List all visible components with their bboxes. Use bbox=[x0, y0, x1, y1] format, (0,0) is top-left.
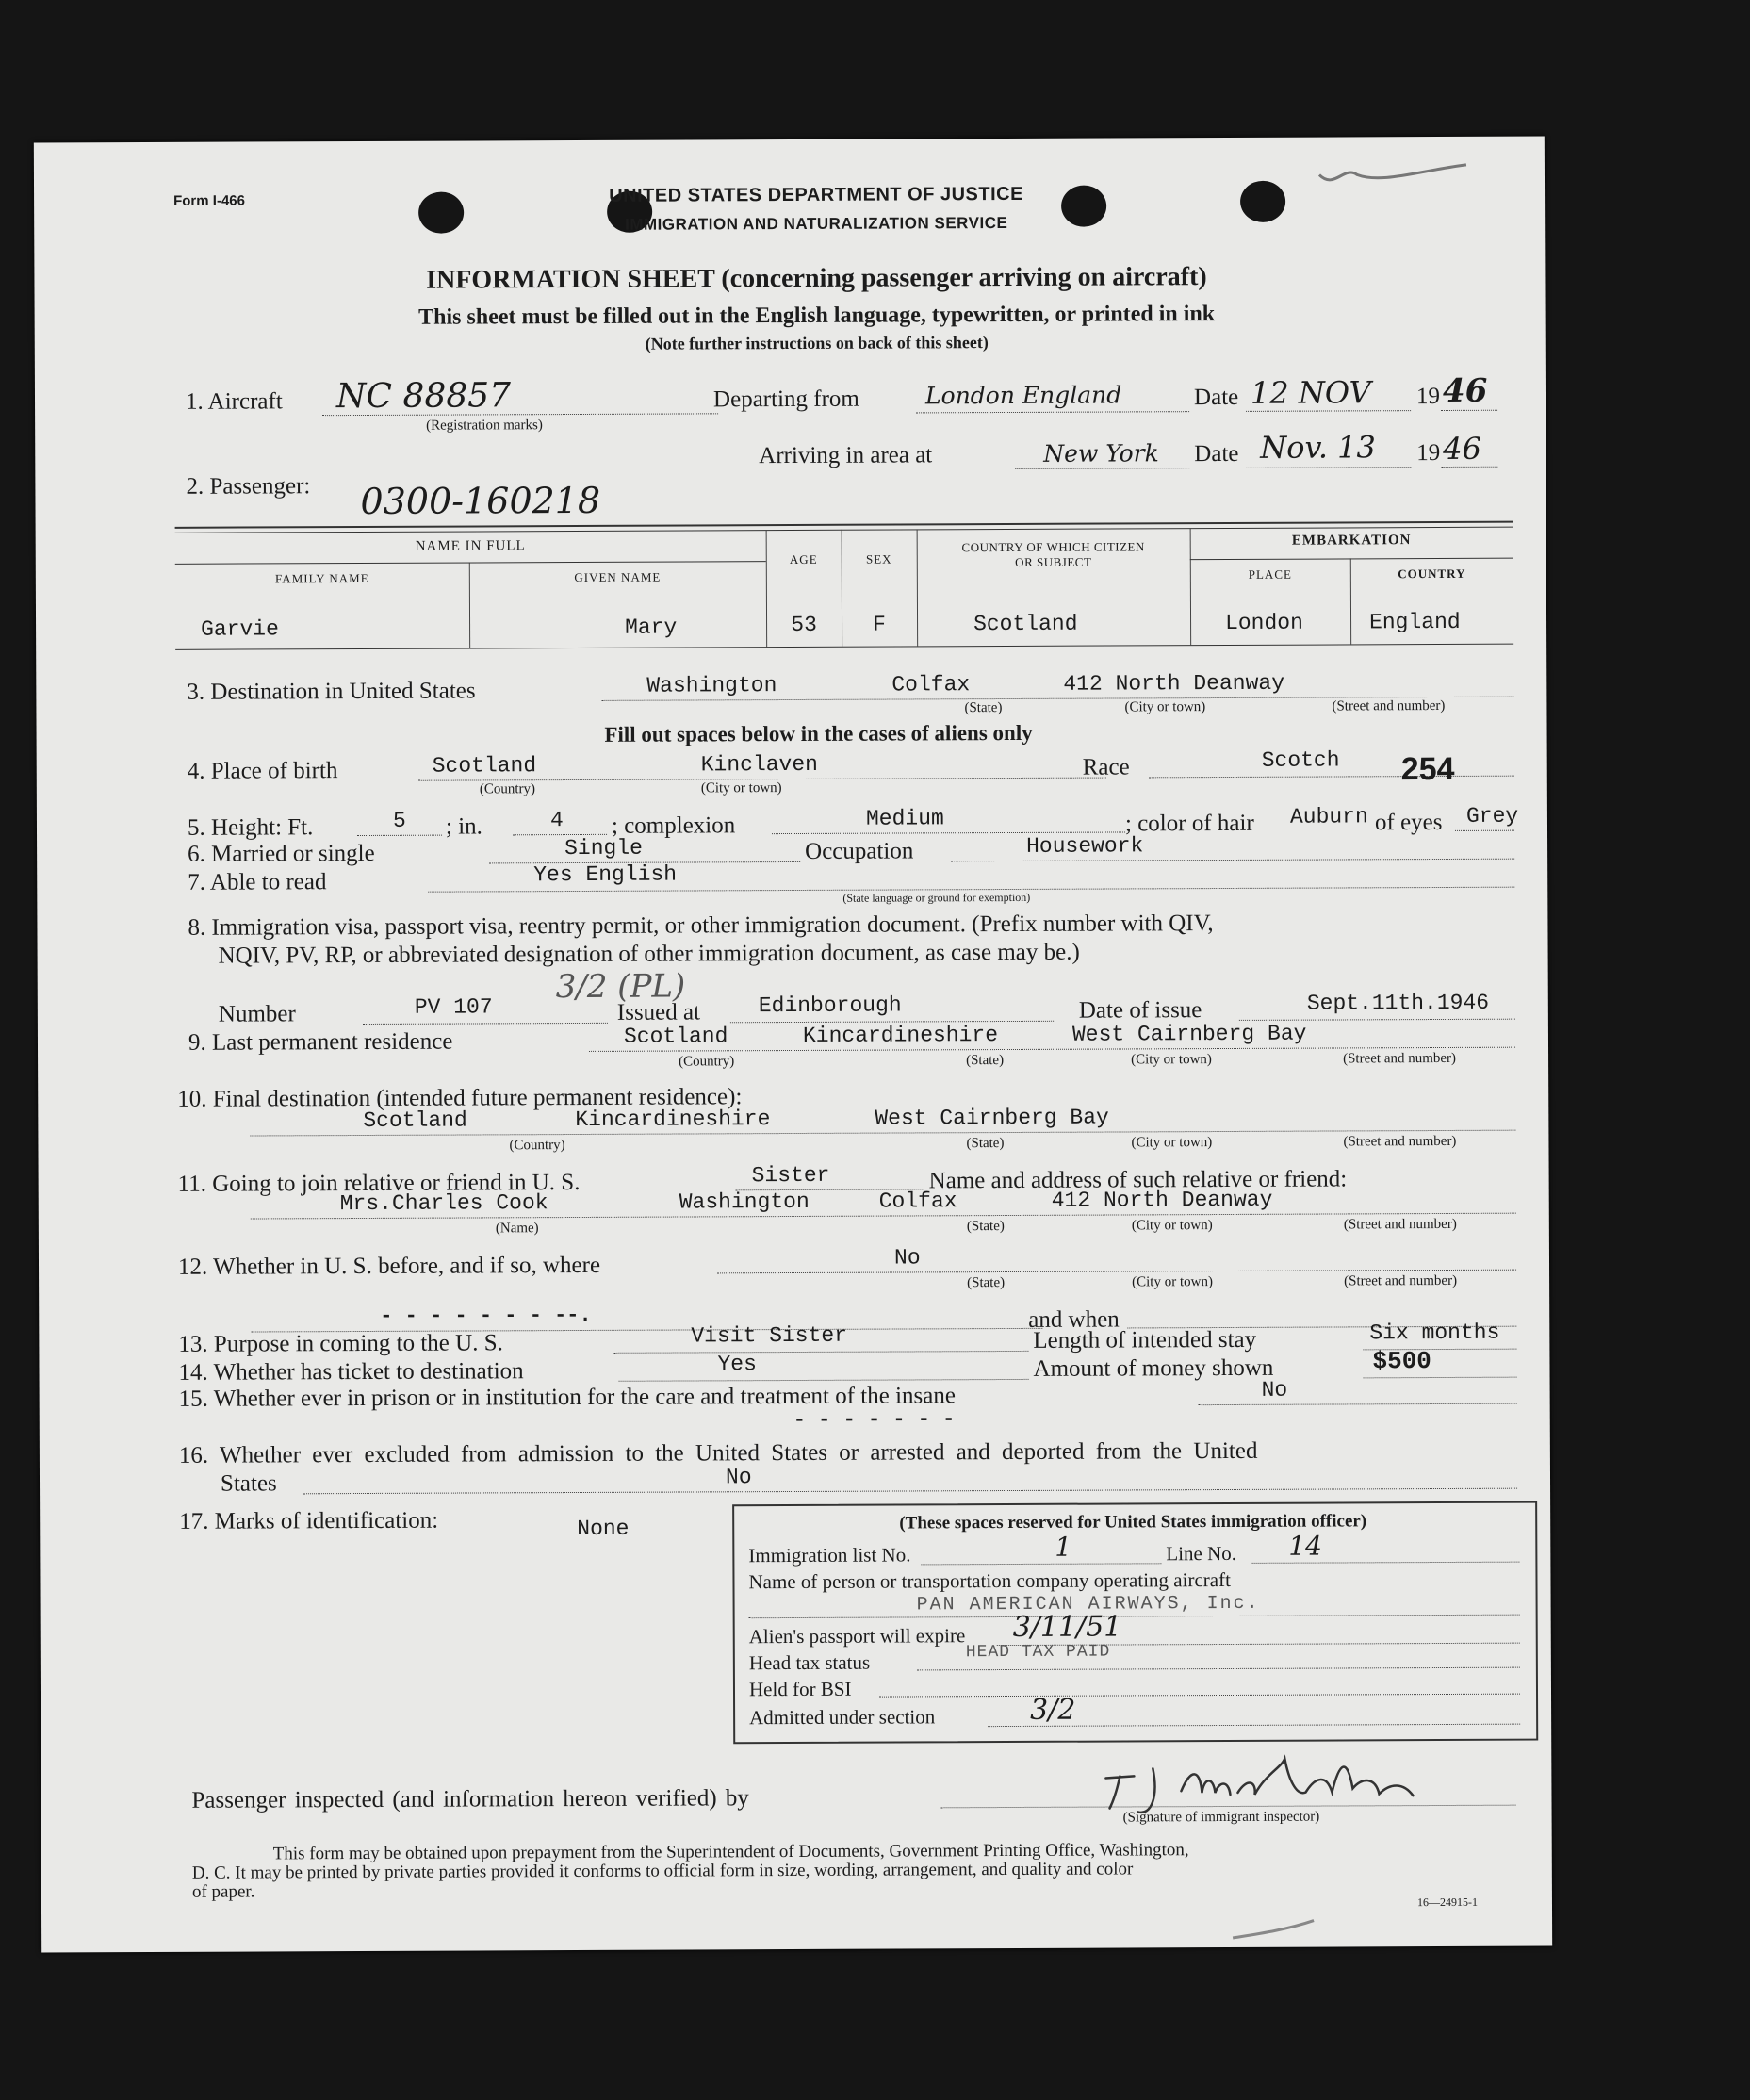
caption-final-street: (Street and number) bbox=[1343, 1133, 1457, 1150]
birth-label: 4. Place of birth bbox=[187, 758, 338, 784]
punch-hole bbox=[1240, 181, 1285, 222]
form-number: Form I-466 bbox=[173, 192, 245, 209]
race-value: Scotch bbox=[1261, 747, 1340, 773]
read-value: Yes English bbox=[533, 861, 678, 888]
header-name-in-full: NAME IN FULL bbox=[415, 538, 526, 554]
header-country-subject: OR SUBJECT bbox=[1015, 554, 1092, 569]
passenger-label: 2. Passenger: bbox=[186, 473, 311, 500]
married-value: Single bbox=[564, 835, 643, 861]
pencil-mark bbox=[1229, 1910, 1323, 1947]
header-country: COUNTRY bbox=[1398, 566, 1466, 582]
issue-date-value: Sept.11th.1946 bbox=[1306, 990, 1490, 1016]
sex-value: F bbox=[873, 612, 887, 637]
join-state-value: Washington bbox=[679, 1189, 810, 1215]
company-value: PAN AMERICAN AIRWAYS, Inc. bbox=[916, 1592, 1260, 1616]
arrival-year-prefix: 19 bbox=[1416, 439, 1441, 467]
departing-value: London England bbox=[924, 381, 1122, 410]
complexion-value: Medium bbox=[865, 806, 944, 831]
instructions-note: (Note further instructions on back of this sheet) bbox=[645, 333, 989, 353]
age-value: 53 bbox=[791, 612, 817, 638]
inspected-label: Passenger inspected (and information hereon verified) by bbox=[191, 1785, 749, 1813]
header-sex: SEX bbox=[865, 551, 892, 566]
caption-join-state: (State) bbox=[966, 1219, 1005, 1235]
registration-caption: (Registration marks) bbox=[426, 418, 543, 434]
eyes-label: of eyes bbox=[1374, 809, 1443, 836]
pencil-mark bbox=[1316, 156, 1476, 194]
occupation-value: Housework bbox=[1026, 833, 1144, 859]
prison-value: No bbox=[1261, 1377, 1288, 1403]
caption-final-city: (City or town) bbox=[1131, 1135, 1213, 1151]
list-no-value: 1 bbox=[1055, 1531, 1072, 1563]
residence-label: 9. Last permanent residence bbox=[188, 1028, 453, 1056]
caption-before-state: (State) bbox=[967, 1275, 1006, 1291]
given-name-value: Mary bbox=[625, 615, 678, 640]
height-feet-value: 5 bbox=[392, 808, 406, 833]
visa-number-value: PV 107 bbox=[414, 994, 493, 1020]
before-dashes: - - - - - - - --. bbox=[380, 1303, 592, 1328]
read-label: 7. Able to read bbox=[188, 869, 327, 895]
footer-code: 16—24915-1 bbox=[1416, 1895, 1479, 1910]
year-value: 46 bbox=[1442, 371, 1488, 410]
form-sheet bbox=[34, 137, 1552, 1953]
aircraft-label: 1. Aircraft bbox=[185, 388, 283, 415]
join-city-value: Colfax bbox=[878, 1189, 957, 1214]
marks-label: 17. Marks of identification: bbox=[179, 1507, 439, 1534]
head-tax-value: HEAD TAX PAID bbox=[965, 1642, 1111, 1663]
destination-label: 3. Destination in United States bbox=[187, 678, 476, 705]
height-inches-label: ; in. bbox=[445, 813, 482, 840]
bsi-label: Held for BSI bbox=[748, 1677, 852, 1701]
visa-handnote: 3/2 (PL) bbox=[555, 967, 686, 1007]
date-label: Date bbox=[1193, 384, 1239, 411]
passport-expire-value: 3/11/51 bbox=[1012, 1610, 1122, 1644]
ticket-value: Yes bbox=[717, 1352, 757, 1377]
caption-join-city: (City or town) bbox=[1131, 1218, 1213, 1234]
arriving-value: New York bbox=[1043, 439, 1159, 468]
when-label: and when bbox=[1028, 1306, 1120, 1333]
issue-date-label: Date of issue bbox=[1078, 997, 1202, 1024]
arrival-year-value: 46 bbox=[1443, 430, 1482, 467]
occupation-label: Occupation bbox=[805, 838, 914, 864]
header-given-name: GIVEN NAME bbox=[574, 569, 662, 585]
stay-value: Six months bbox=[1369, 1320, 1500, 1346]
visa-line-2: NQIV, PV, RP, or abbreviated designation of other immigration document, as case may be.) bbox=[218, 939, 1080, 969]
agency-name: UNITED STATES DEPARTMENT OF JUSTICE bbox=[609, 183, 1023, 206]
company-label: Name of person or transportation company operating aircraft bbox=[748, 1567, 1231, 1594]
aliens-only-heading: Fill out spaces below in the cases of aliens only bbox=[604, 720, 1033, 746]
footer-line-1: This form may be obtained upon prepayment from the Superintendent of Documents, Government Printing Office, Washington, bbox=[272, 1840, 1189, 1864]
caption-residence-street: (Street and number) bbox=[1343, 1050, 1457, 1067]
ticket-label: 14. Whether has ticket to destination bbox=[178, 1358, 524, 1386]
purpose-label: 13. Purpose in coming to the U. S. bbox=[178, 1330, 503, 1357]
page-title: INFORMATION SHEET (concerning passenger arriving on aircraft) bbox=[426, 262, 1207, 295]
birth-country-value: Scotland bbox=[432, 753, 537, 779]
departing-label: Departing from bbox=[712, 386, 859, 413]
family-name-value: Garvie bbox=[201, 616, 279, 642]
punch-hole bbox=[418, 192, 464, 234]
caption-state: (State) bbox=[964, 700, 1003, 716]
section-label: Admitted under section bbox=[749, 1705, 936, 1730]
signature-caption: (Signature of immigrant inspector) bbox=[1122, 1809, 1320, 1826]
line-no-label: Line No. bbox=[1166, 1541, 1237, 1566]
final-city-value: West Cairnberg Bay bbox=[875, 1105, 1109, 1131]
year-prefix: 19 bbox=[1415, 383, 1441, 410]
before-value: No bbox=[893, 1245, 921, 1271]
caption-city: (City or town) bbox=[1124, 699, 1206, 715]
stay-label: Length of intended stay bbox=[1033, 1326, 1257, 1354]
caption-residence-state: (State) bbox=[966, 1053, 1005, 1069]
hair-value: Auburn bbox=[1289, 804, 1368, 829]
visa-number-label: Number bbox=[218, 1001, 296, 1027]
inspector-signature bbox=[1096, 1739, 1473, 1816]
caption-final-country: (Country) bbox=[509, 1138, 565, 1154]
final-state-value: Kincardineshire bbox=[575, 1107, 771, 1133]
header-country-citizen: COUNTRY OF WHICH CITIZEN bbox=[961, 539, 1145, 555]
birth-city-value: Kinclaven bbox=[700, 751, 818, 778]
date-value: 12 NOV bbox=[1250, 374, 1371, 411]
list-no-label: Immigration list No. bbox=[748, 1543, 911, 1567]
excluded-line-2: States bbox=[220, 1470, 277, 1497]
caption-residence-country: (Country) bbox=[679, 1054, 735, 1070]
height-inches-value: 4 bbox=[549, 808, 564, 833]
residence-country-value: Scotland bbox=[623, 1024, 728, 1049]
destination-state-value: Washington bbox=[646, 673, 777, 698]
join-name-value: Mrs.Charles Cook bbox=[339, 1190, 548, 1217]
caption-before-street: (Street and number) bbox=[1344, 1272, 1458, 1289]
header-family-name: FAMILY NAME bbox=[274, 570, 369, 586]
read-caption: (State language or ground for exemption) bbox=[842, 890, 1031, 905]
caption-before-city: (City or town) bbox=[1132, 1274, 1213, 1290]
caption-residence-city: (City or town) bbox=[1131, 1052, 1212, 1068]
caption-birth-city: (City or town) bbox=[700, 780, 782, 796]
head-tax-label: Head tax status bbox=[748, 1650, 871, 1675]
issued-at-value: Edinborough bbox=[758, 993, 902, 1019]
embarkation-country-value: England bbox=[1368, 609, 1461, 635]
residence-city-value: West Cairnberg Bay bbox=[1071, 1021, 1307, 1047]
embarkation-place-value: London bbox=[1224, 610, 1303, 635]
eyes-value: Grey bbox=[1465, 803, 1519, 829]
header-embarkation: EMBARKATION bbox=[1291, 533, 1412, 549]
excluded-value: No bbox=[725, 1465, 752, 1490]
header-age: AGE bbox=[789, 551, 818, 567]
caption-birth-country: (Country) bbox=[479, 781, 536, 797]
caption-join-name: (Name) bbox=[495, 1221, 539, 1237]
race-label: Race bbox=[1082, 754, 1130, 780]
residence-state-value: Kincardineshire bbox=[802, 1023, 999, 1048]
footer-line-3: of paper. bbox=[191, 1881, 255, 1902]
before-label: 12. Whether in U. S. before, and if so, where bbox=[177, 1252, 601, 1280]
passport-expire-label: Alien's passport will expire bbox=[748, 1624, 966, 1649]
officer-heading: (These spaces reserved for United States immigration officer) bbox=[899, 1511, 1367, 1534]
join-street-value: 412 North Deanway bbox=[1051, 1187, 1273, 1213]
final-country-value: Scotland bbox=[363, 1107, 467, 1133]
aircraft-value: NC 88857 bbox=[335, 376, 512, 417]
section-value: 3/2 bbox=[1030, 1693, 1076, 1727]
money-value: $500 bbox=[1372, 1347, 1431, 1376]
caption-street: (Street and number) bbox=[1332, 697, 1446, 714]
join-relation-value: Sister bbox=[751, 1162, 830, 1189]
caption-final-state: (State) bbox=[966, 1136, 1005, 1152]
prison-dashes: - - - - - - - bbox=[793, 1407, 956, 1433]
purpose-value: Visit Sister bbox=[691, 1322, 848, 1349]
join-label-2: Name and address of such relative or friend: bbox=[928, 1166, 1348, 1194]
header-place: PLACE bbox=[1248, 566, 1292, 582]
destination-city-value: Colfax bbox=[891, 672, 971, 697]
arrival-date-value: Nov. 13 bbox=[1260, 429, 1376, 466]
married-label: 6. Married or single bbox=[188, 840, 375, 867]
excluded-line-1: 16. Whether ever excluded from admission to the United States or arrested and deported from the United bbox=[178, 1437, 1258, 1468]
complexion-label: ; complexion bbox=[611, 812, 736, 839]
citizen-value: Scotland bbox=[973, 611, 1078, 637]
footer-line-2: D. C. It may be printed by private parties provided it conforms to official form in size, wording, arrangement, and quality and color bbox=[191, 1859, 1134, 1883]
prison-label: 15. Whether ever in prison or in institution for the care and treatment of the insane bbox=[178, 1383, 956, 1412]
line-no-value: 14 bbox=[1288, 1530, 1323, 1562]
height-label: 5. Height: Ft. bbox=[187, 814, 314, 841]
money-label: Amount of money shown bbox=[1033, 1354, 1274, 1382]
final-destination-label: 10. Final destination (intended future permanent residence): bbox=[177, 1084, 743, 1112]
stamp-number: 254 bbox=[1400, 750, 1455, 788]
hair-label: ; color of hair bbox=[1124, 810, 1254, 837]
issued-at-label: Issued at bbox=[616, 999, 701, 1025]
service-name: IMMIGRATION AND NATURALIZATION SERVICE bbox=[625, 213, 1008, 234]
destination-street-value: 412 North Deanway bbox=[1063, 670, 1285, 697]
subtitle: This sheet must be filled out in the English language, typewritten, or printed in ink bbox=[418, 302, 1216, 330]
caption-join-street: (Street and number) bbox=[1343, 1216, 1457, 1233]
marks-value: None bbox=[577, 1516, 630, 1542]
join-label: 11. Going to join relative or friend in U. S. bbox=[177, 1169, 581, 1197]
arriving-label: Arriving in area at bbox=[759, 442, 933, 469]
visa-line-1: 8. Immigration visa, passport visa, reentry permit, or other immigration document. (Prefix number with QIV, bbox=[188, 911, 1214, 941]
passenger-number: 0300-160218 bbox=[360, 479, 601, 522]
arrival-date-label: Date bbox=[1194, 440, 1239, 468]
